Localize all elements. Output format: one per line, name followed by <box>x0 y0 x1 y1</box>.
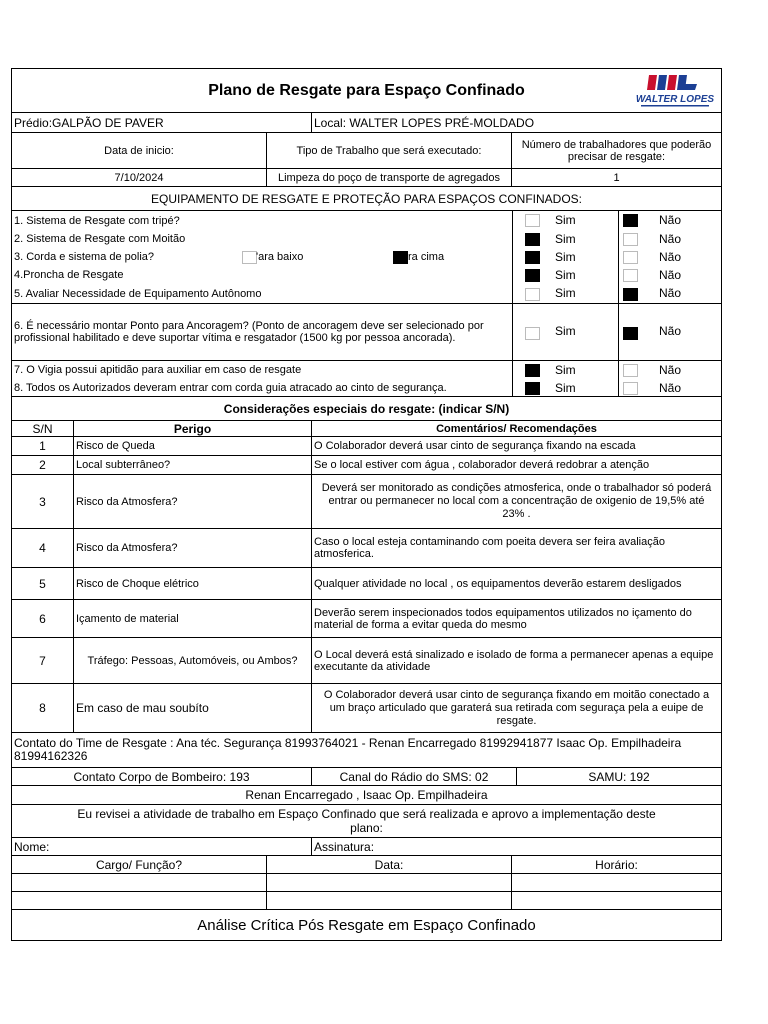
hazard-row <box>12 529 721 568</box>
hazard-comment: O Colaborador deverá usar cinto de segurança fixando na escada <box>311 437 721 455</box>
data-input[interactable] <box>266 874 511 891</box>
nao-label: Não <box>659 381 682 395</box>
page-title: Plano de Resgate para Espaço Confinado <box>208 81 525 99</box>
hazard-name: Risco da Atmosfera? <box>73 529 311 567</box>
hazard-comment: Caso o local esteja contaminando com poeita devera ser feira avaliação atmosferica. <box>311 529 721 567</box>
rescue-plan-form <box>11 68 722 941</box>
horario-input[interactable] <box>511 874 721 891</box>
sim-checkbox[interactable] <box>525 233 540 246</box>
sim-label: Sim <box>555 381 576 395</box>
nao-cell <box>618 248 721 266</box>
sim-cell <box>512 361 618 379</box>
nao-label: Não <box>659 363 682 377</box>
signature-row <box>12 838 721 856</box>
nao-checkbox[interactable] <box>623 214 638 227</box>
sim-label: Sim <box>555 250 576 264</box>
hazard-name: Içamento de material <box>73 600 311 637</box>
hazard-comment: O Local deverá está sinalizado e isolado de forma a permanecer apenas a equipe executante da atividade <box>311 638 721 683</box>
bombeiro-contact: Contato Corpo de Bombeiro: 193 <box>73 769 250 784</box>
sim-cell <box>512 266 618 284</box>
equip-label: 1. Sistema de Resgate com tripé? <box>14 214 180 227</box>
hazard-name: Local subterrâneo? <box>73 456 311 474</box>
equipment-header-row <box>12 187 721 211</box>
nao-cell <box>618 211 721 230</box>
nao-checkbox[interactable] <box>623 327 638 340</box>
equip-label: 5. Avaliar Necessidade de Equipamento Autônomo <box>14 287 262 300</box>
hazard-row <box>12 684 721 733</box>
equip-item-2 <box>12 230 721 248</box>
hazard-number: 8 <box>39 701 46 715</box>
nao-label: Não <box>659 268 682 282</box>
role-date-time-entry <box>12 892 721 910</box>
equip-item-4 <box>12 266 721 284</box>
cargo-label: Cargo/ Função? <box>95 857 183 872</box>
nao-checkbox[interactable] <box>623 233 638 246</box>
equip-label: 7. O Vigia possui apitidão para auxiliar em caso de resgate <box>14 364 302 376</box>
data-inicio-value: 7/10/2024 <box>114 171 164 184</box>
hazard-number: 4 <box>39 541 46 555</box>
review-statement: Eu revisei a atividade de trabalho em Espaço Confinado que será realizada e aprovo a implementação deste plano: <box>77 807 656 835</box>
para-cima-checkbox[interactable] <box>393 251 408 264</box>
nao-label: Não <box>659 250 682 264</box>
sim-label: Sim <box>555 286 576 300</box>
equip-item-3 <box>12 248 721 266</box>
equip-label: 3. Corda e sistema de polia? <box>14 251 155 263</box>
cargo-input[interactable] <box>12 874 266 891</box>
sim-checkbox[interactable] <box>525 214 540 227</box>
equip-item-8 <box>12 379 721 397</box>
tipo-trabalho-label: Tipo de Trabalho que será executado: <box>266 133 511 168</box>
sim-checkbox[interactable] <box>525 269 540 282</box>
hazard-comment: Se o local estiver com água , colaborador deverá redobrar a atenção <box>311 456 721 474</box>
samu-contact: SAMU: 192 <box>516 768 721 785</box>
hazard-table-header <box>12 421 721 437</box>
nao-checkbox[interactable] <box>623 251 638 264</box>
hazard-row <box>12 638 721 684</box>
radio-channel: Canal do Rádio do SMS: 02 <box>311 768 516 785</box>
consideracoes-row <box>12 397 721 421</box>
sim-cell <box>512 379 618 396</box>
numero-trabalhadores-value: 1 <box>511 169 721 186</box>
sim-checkbox[interactable] <box>525 327 540 340</box>
hazard-comment: Deverão serem inspecionados todos equipamentos utilizados no içamento do material de forma a evitar queda do mesmo <box>311 600 721 637</box>
nao-label: Não <box>659 286 682 300</box>
equip-item-7 <box>12 361 721 379</box>
sim-label: Sim <box>555 268 576 282</box>
review-row <box>12 805 721 838</box>
sim-cell <box>512 248 618 266</box>
sim-label: Sim <box>555 363 576 377</box>
walter-lopes-logo <box>635 72 715 110</box>
responsible-row <box>12 786 721 805</box>
nome-field[interactable]: Nome: <box>14 839 50 854</box>
nao-cell <box>618 266 721 284</box>
sim-label: Sim <box>555 232 576 246</box>
info-header-row <box>12 133 721 169</box>
sim-checkbox[interactable] <box>525 382 540 395</box>
data-label: Data: <box>266 856 511 873</box>
nao-cell <box>618 284 721 303</box>
hazard-row <box>12 568 721 600</box>
consideracoes-header: Considerações especiais do resgate: (indicar S/N) <box>223 401 510 416</box>
post-rescue-analysis-title: Análise Crítica Pós Resgate em Espaço Confinado <box>197 916 536 934</box>
hazard-comment: O Colaborador deverá usar cinto de segurança fixando em moitão conectado a um braço articulado que garaterá sua retirada com seguraça pela a euipe de resgate. <box>311 684 721 732</box>
comentarios-header: Comentários/ Recomendações <box>311 421 721 436</box>
location-row <box>12 113 721 133</box>
equip-label: 2. Sistema de Resgate com Moitão <box>14 233 186 245</box>
tipo-trabalho-value: Limpeza do poço de transporte de agregados <box>266 169 511 186</box>
role-date-time-header <box>12 856 721 874</box>
hazard-name: Risco de Queda <box>73 437 311 455</box>
hazard-name: Em caso de mau soubíto <box>73 684 311 732</box>
nao-cell <box>618 304 721 360</box>
equip-item-5 <box>12 284 721 304</box>
sim-cell <box>512 211 618 230</box>
nao-checkbox[interactable] <box>623 382 638 395</box>
nao-cell <box>618 361 721 379</box>
hazard-number: 6 <box>39 611 46 626</box>
info-value-row <box>12 169 721 187</box>
equipment-header: EQUIPAMENTO DE RESGATE E PROTEÇÃO PARA ESPAÇOS CONFINADOS: <box>151 191 582 206</box>
horario-input[interactable] <box>511 892 721 909</box>
hazard-row <box>12 456 721 475</box>
nao-checkbox[interactable] <box>623 364 638 377</box>
nao-checkbox[interactable] <box>623 269 638 282</box>
sim-checkbox[interactable] <box>525 364 540 377</box>
para-baixo-checkbox[interactable] <box>242 251 257 264</box>
role-date-time-entry <box>12 874 721 892</box>
svg-text:WALTER LOPES: WALTER LOPES <box>635 94 715 105</box>
analysis-row <box>12 910 721 940</box>
nao-checkbox[interactable] <box>623 288 638 301</box>
nao-cell <box>618 379 721 396</box>
hazard-number: 2 <box>39 458 46 472</box>
perigo-header: Perigo <box>73 421 311 436</box>
data-inicio-label: Data de inicio: <box>104 144 174 157</box>
predio-field: Prédio:GALPÃO DE PAVER <box>14 115 164 130</box>
hazard-name: Risco da Atmosfera? <box>73 475 311 528</box>
assinatura-field[interactable]: Assinatura: <box>311 838 721 855</box>
equip-item-1 <box>12 211 721 230</box>
hazard-row <box>12 600 721 638</box>
para-cima-label: ra cima <box>408 251 445 263</box>
hazard-number: 1 <box>39 439 46 453</box>
sim-checkbox[interactable] <box>525 288 540 301</box>
nao-label: Não <box>659 232 682 246</box>
sim-checkbox[interactable] <box>525 251 540 264</box>
equip-label: 4.Proncha de Resgate <box>14 269 124 281</box>
sim-label: Sim <box>555 324 576 338</box>
sim-cell <box>512 284 618 303</box>
title-row <box>12 69 721 113</box>
sim-cell <box>512 304 618 360</box>
nao-cell <box>618 230 721 248</box>
hazard-row <box>12 437 721 456</box>
numero-trabalhadores-label: Número de trabalhadores que poderão precisar de resgate: <box>511 133 721 168</box>
hazard-row <box>12 475 721 529</box>
contact-team: Contato do Time de Resgate : Ana téc. Segurança 81993764021 - Renan Encarregado 81992941877 Isaac Op. Empilhadeira 81994162326 <box>14 736 682 763</box>
equip-label: 8. Todos os Autorizados deveram entrar com corda guia atracado ao cinto de segurança. <box>14 381 447 394</box>
hazard-name: Risco de Choque elétrico <box>73 568 311 599</box>
horario-label: Horário: <box>511 856 721 873</box>
data-input[interactable] <box>266 892 511 909</box>
cargo-input[interactable] <box>12 892 266 909</box>
sn-header: S/N <box>32 421 53 436</box>
hazard-number: 7 <box>39 653 46 668</box>
responsible-names: Renan Encarregado , Isaac Op. Empilhadeira <box>245 788 488 802</box>
nao-label: Não <box>659 213 682 227</box>
hazard-number: 5 <box>39 576 46 591</box>
nao-label: Não <box>659 324 682 338</box>
hazard-name: Tráfego: Pessoas, Automóveis, ou Ambos? <box>73 638 311 683</box>
hazard-comment: Qualquer atividade no local , os equipamentos deverão estarem desligados <box>311 568 721 599</box>
para-baixo-label: 'ara baixo <box>256 251 304 263</box>
hazard-number: 3 <box>39 494 46 509</box>
local-field: Local: WALTER LOPES PRÉ-MOLDADO <box>311 113 721 132</box>
equip-item-6 <box>12 304 721 361</box>
equip-label: 6. É necessário montar Ponto para Ancoragem? (Ponto de ancoragem deve ser selecionado por profissional habilitado e deve suportar vítima e resgatador (1500 kg por pessoa ancorada). <box>14 320 484 344</box>
sim-cell <box>512 230 618 248</box>
sim-label: Sim <box>555 213 576 227</box>
hazard-comment: Deverá ser monitorado as condições atmosferica, onde o trabalhador só poderá entrar ou permanecer no local com a concentração de oxigenio de 19,5% até 23% . <box>311 475 721 528</box>
emergency-contacts-row <box>12 768 721 786</box>
contact-team-row <box>12 733 721 768</box>
